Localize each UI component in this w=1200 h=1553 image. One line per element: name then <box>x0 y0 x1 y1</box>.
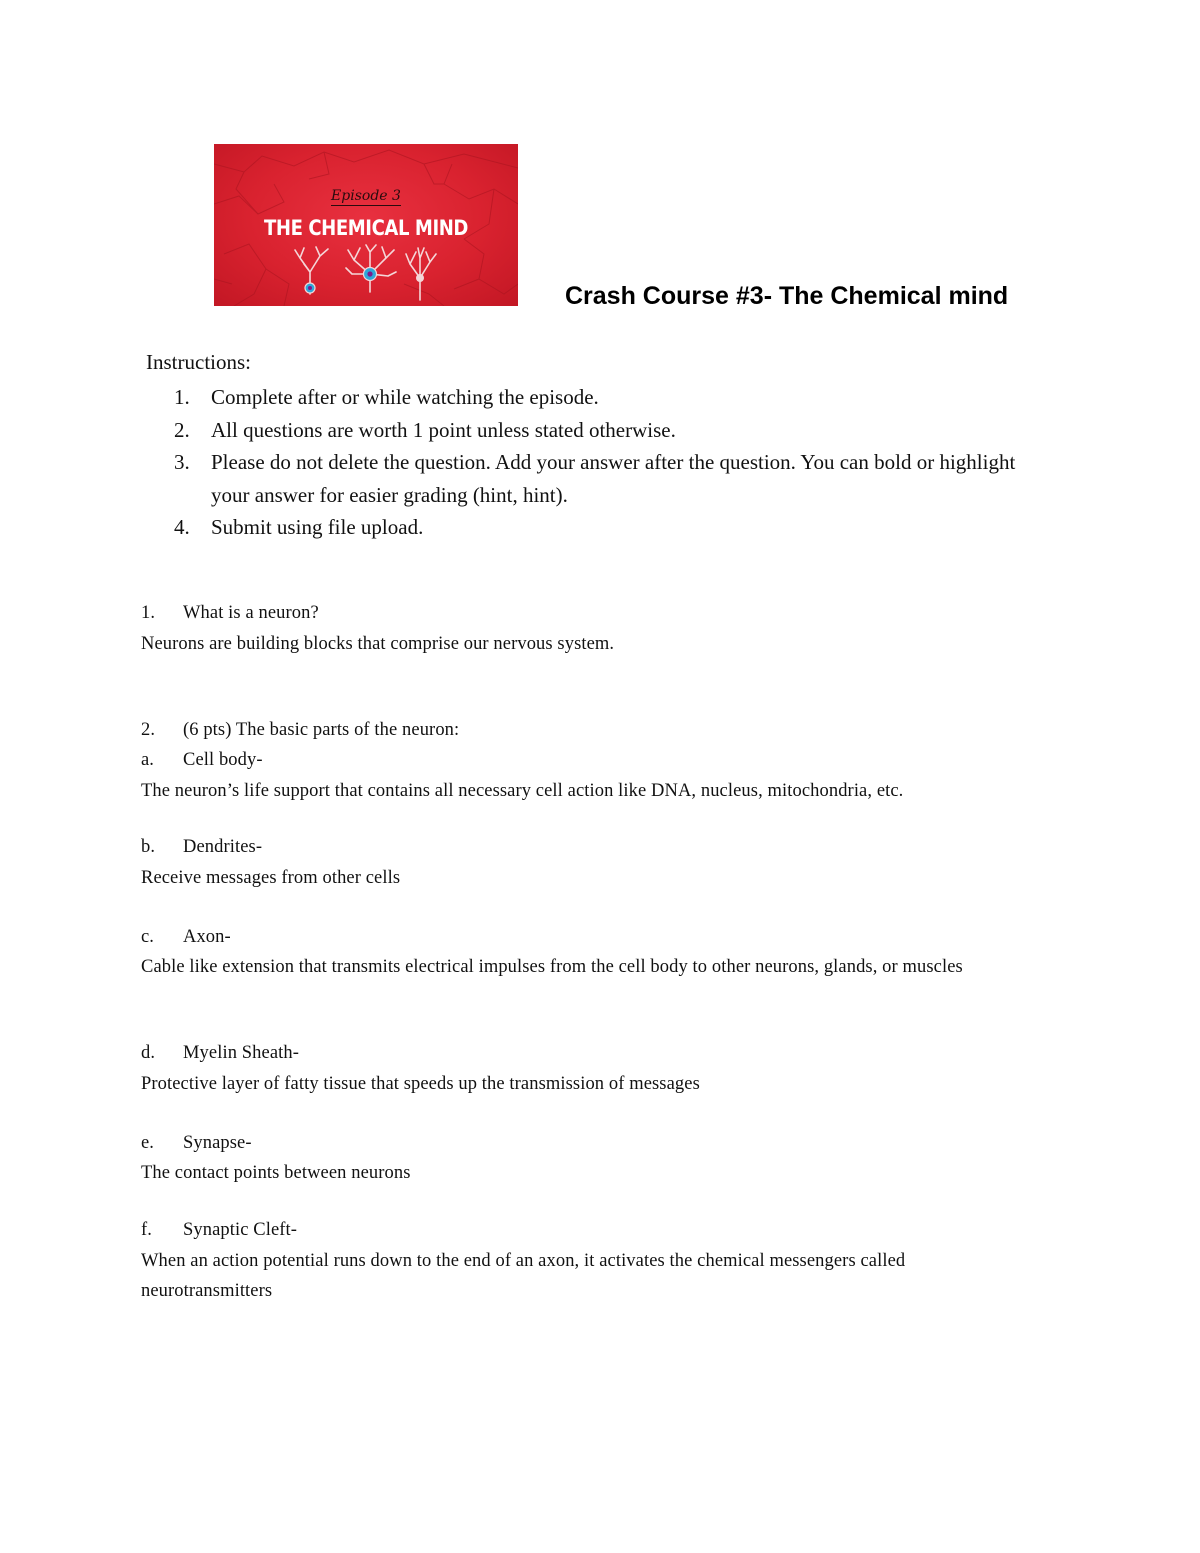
question-2d <box>141 1043 299 1064</box>
question-prompt: Dendrites- <box>183 837 263 857</box>
question-marker: 2. <box>141 720 156 740</box>
question-2c <box>141 927 231 948</box>
answer-2d: Protective layer of fatty tissue that speeds up the transmission of messages <box>141 1074 700 1094</box>
instruction-text: Submit using file upload. <box>211 515 424 539</box>
answer-2f: When an action potential runs down to the end of an axon, it activates the chemical messengers called neurotransmitters <box>141 1251 906 1301</box>
answer-2b: Receive messages from other cells <box>141 868 401 888</box>
answer-2a: The neuron’s life support that contains all necessary cell action like DNA, nucleus, mitochondria, etc. <box>141 781 904 801</box>
question-2 <box>141 720 459 741</box>
question-prompt: What is a neuron? <box>183 603 319 623</box>
instruction-item <box>174 414 1054 447</box>
question-2b <box>141 837 262 858</box>
question-2f <box>141 1220 297 1241</box>
banner-title: THE CHEMICAL MIND <box>264 216 468 240</box>
instruction-item <box>174 381 1054 414</box>
banner-episode-label: Episode 3 <box>331 188 401 204</box>
question-prompt: Cell body- <box>183 750 263 770</box>
instruction-number: 3. <box>174 450 190 474</box>
question-prompt: Myelin Sheath- <box>183 1043 299 1063</box>
question-marker: f. <box>141 1220 152 1240</box>
answer-1: Neurons are building blocks that comprise our nervous system. <box>141 634 615 654</box>
question-prompt: Synapse- <box>183 1133 252 1153</box>
instruction-number: 1. <box>174 385 190 409</box>
question-1 <box>141 603 319 624</box>
document-title: Crash Course #3- The Chemical mind <box>565 282 1009 310</box>
answer-2e: The contact points between neurons <box>141 1163 411 1183</box>
answer-2c: Cable like extension that transmits electrical impulses from the cell body to other neurons, glands, or muscles <box>141 957 963 977</box>
instruction-number: 4. <box>174 515 190 539</box>
question-2e <box>141 1133 252 1154</box>
question-prompt: Synaptic Cleft- <box>183 1220 298 1240</box>
episode-banner-image <box>214 144 518 306</box>
question-marker: b. <box>141 837 156 857</box>
instructions-list <box>174 381 1054 544</box>
question-prompt: Axon- <box>183 927 231 947</box>
instruction-item <box>174 446 1054 511</box>
question-prompt: (6 pts) The basic parts of the neuron: <box>183 720 460 740</box>
question-marker: c. <box>141 927 155 947</box>
instructions-label: Instructions: <box>146 350 251 374</box>
question-marker: a. <box>141 750 155 770</box>
question-2a <box>141 750 263 771</box>
question-marker: d. <box>141 1043 156 1063</box>
instruction-item <box>174 511 1054 544</box>
instruction-number: 2. <box>174 417 190 442</box>
instruction-text: Please do not delete the question. Add your answer after the question. You can bold or highlight your answer for easier grading (hint, hint). <box>211 450 1016 507</box>
question-marker: 1. <box>141 603 156 623</box>
question-marker: e. <box>141 1133 155 1153</box>
neuron-illustration <box>290 244 440 302</box>
instruction-text: All questions are worth 1 point unless stated otherwise. <box>211 417 676 442</box>
instruction-text: Complete after or while watching the episode. <box>211 385 599 409</box>
